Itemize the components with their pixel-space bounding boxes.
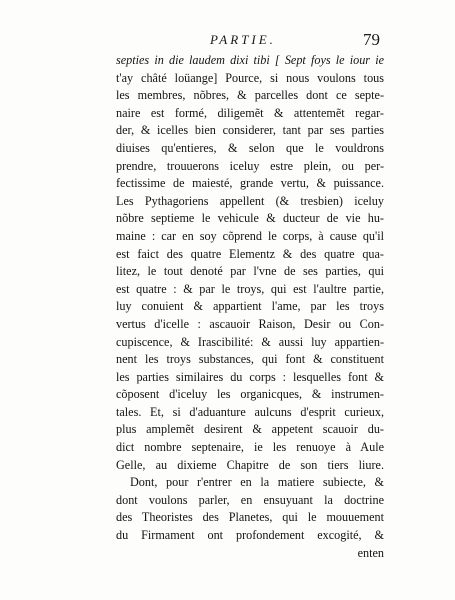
running-title: PARTIE. [210,32,276,47]
text-line: dict nombre septenaire, ie les renuoye à Aule [116,440,384,455]
text-line: tales. Et, si d'aduanture aulcuns d'esprit curieux, [116,404,384,419]
text-line: vertus d'icelle : ascauoir Raison, Desir ou Con- [116,316,384,331]
text-line: septies in die laudem dixi tibi [ Sept foys le iour ie [116,53,384,67]
text-line: les parties similaires du corps : lesquelles font & [116,369,384,384]
text-line: der, & icelles bien considerer, tant par ses parties [116,123,384,138]
text-line: Dont, pour r'entrer en la matiere subiecte, & [130,475,384,490]
page-header [118,30,380,52]
text-line: litez, le tout denoté par l'vne de ses parties, qui [116,264,384,279]
text-line: diuises qu'entieres, & selon que le vouldrons [116,140,384,155]
text-line: Gelle, au dixieme Chapitre de son tiers liure. [116,457,384,472]
text-line: maine : car en soy cõprend le corps, à cause qu'il [116,228,384,243]
body-text [116,52,384,562]
text-line: Les Pythagoriens appellent (& tresbien) iceluy [116,193,384,208]
text-line: t'ay châté loüange] Pource, si nous voulons tous [116,70,384,85]
page-number: 79 [363,30,380,49]
text-line: nent les troys substances, qui font & constituent [116,352,384,367]
text-line: fectissime de maiesté, grande vertu, & puissance. [116,176,384,191]
text-line: dont voulons parler, en ensuyuant la doctrine [116,492,384,507]
catchword: enten [357,545,384,560]
text-line: naire est formé, diligemẽt & attentemẽt regar- [116,105,384,120]
text-line: est faict des quatre Elementz & des quatre qua- [116,246,384,261]
text-line: des Theoristes des Planetes, qui le mouuement [116,510,384,525]
text-line: est quatre : & par le troys, qui est l'aultre partie, [116,281,384,296]
text-line: cupiscence, & Irascibilité: & aussi luy appartien- [116,334,384,349]
text-line: nõbre septieme le vehicule & ducteur de vie hu- [116,211,384,226]
text-line: du Firmament ont profondement excogité, & [116,528,384,543]
text-line: cõposent d'iceluy les organicques, & instrumen- [116,387,384,402]
text-line: luy conuient & appartient l'ame, par les troys [116,299,384,314]
text-line: prendre, trouuerons iceluy estre plein, ou per- [116,158,384,173]
text-line: les membres, nõbres, & parcelles dont ce septe- [116,88,384,103]
text-line: plus amplemẽt desirent & appetent scauoir du- [116,422,384,437]
